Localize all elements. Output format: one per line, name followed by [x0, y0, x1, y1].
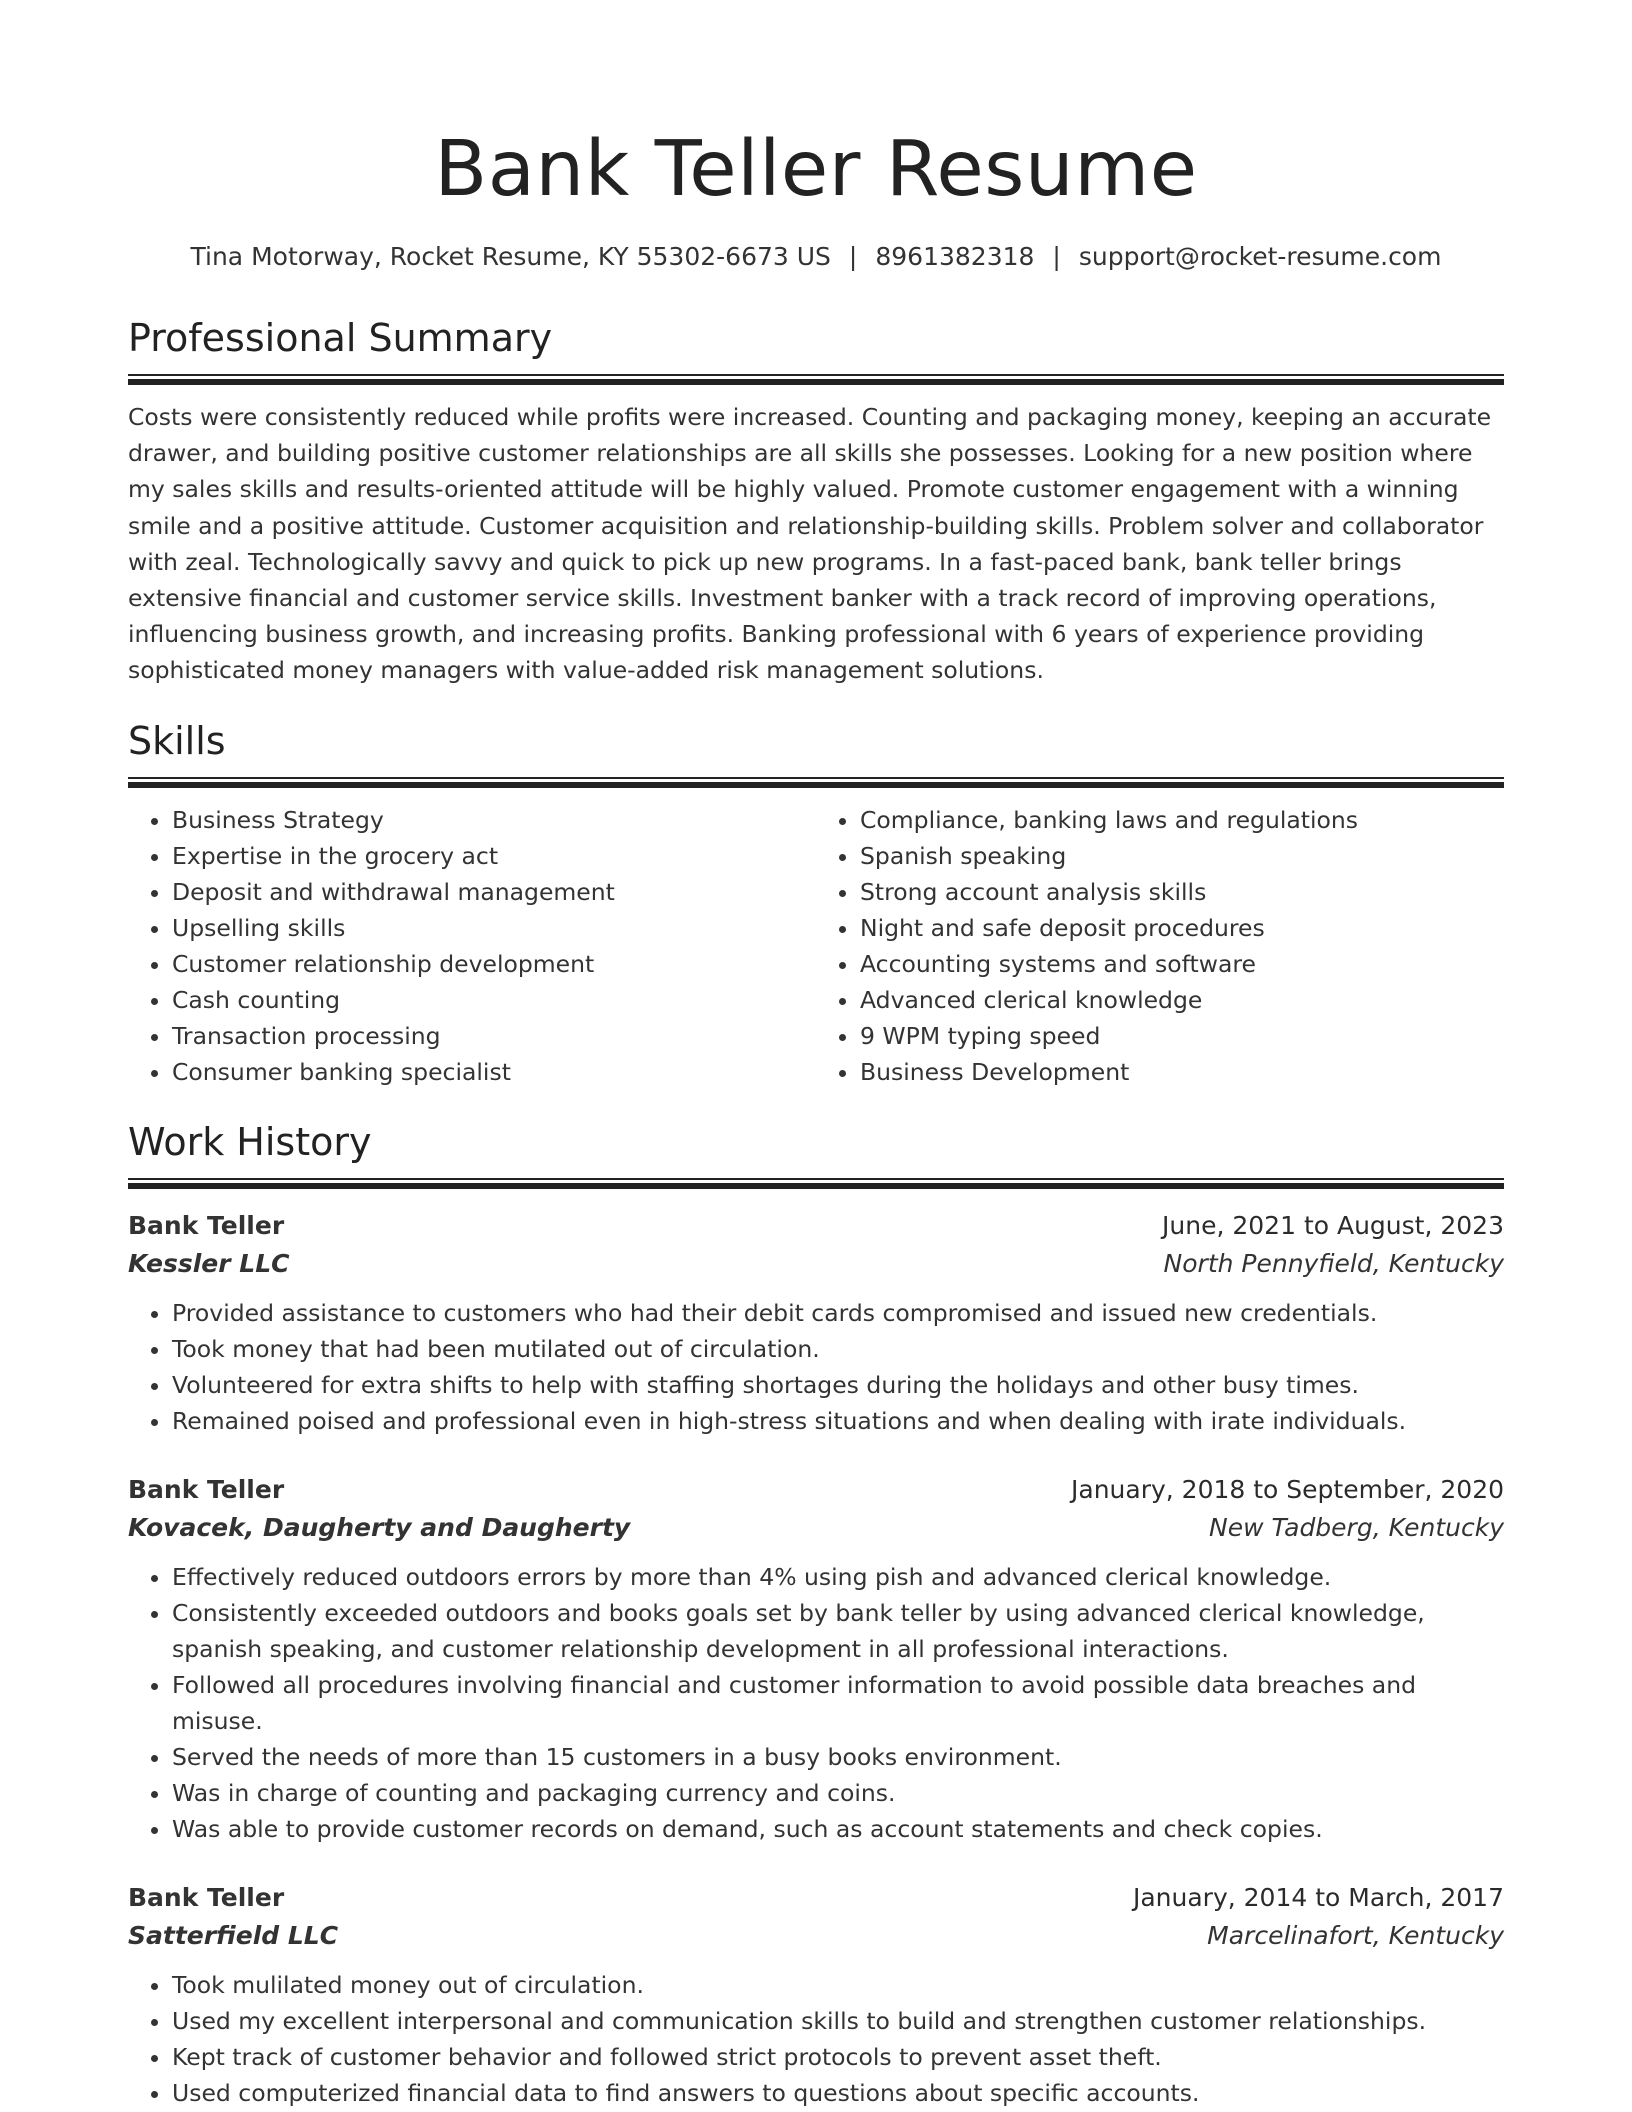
skills-list-right — [816, 802, 1504, 1090]
summary-text: Costs were consistently reduced while profits were increased. Counting and packaging money, keeping an accurate drawer, and building positive customer relationships are all skills she possesses. Looking for a new position where my sales skills and results-oriented attitude will be highly valued. Promote customer engagement with a winning smile and a positive attitude. Customer acquisition and relationship-building skills. Problem solver and collaborator with zeal. Technologically savvy and quick to pick up new programs. In a fast-paced bank, bank teller brings extensive financial and customer service skills. Investment banker with a track record of improving operations, influencing business growth, and increasing profits. Banking professional with 6 years of experience providing sophisticated money managers with value-added risk management solutions. — [128, 403, 1492, 685]
skill-item: • Strong account analysis skills — [860, 874, 1504, 910]
skills-section — [128, 717, 1504, 1090]
job-company: Kovacek, Daugherty and Daugherty — [128, 1512, 631, 1542]
skill-item: • Cash counting — [172, 982, 816, 1018]
job-dates: June, 2021 to August, 2023 — [1162, 1210, 1504, 1240]
job-header — [128, 1207, 1504, 1245]
job-bullet: • Took money that had been mutilated out of circulation. — [172, 1331, 1504, 1367]
job-bullet: • Was in charge of counting and packaging currency and coins. — [172, 1775, 1504, 1811]
job-location: Marcelinafort, Kentucky — [1207, 1920, 1504, 1950]
job-bullet: • Volunteered for extra shifts to help with staffing shortages during the holidays and other busy times. — [172, 1367, 1504, 1403]
contact-phone: 8961382318 — [875, 242, 1035, 271]
job-bullet: • Consistently exceeded outdoors and books goals set by bank teller by using advanced clerical knowledge, spanish speaking, and customer relationship development in all professional interactions. — [172, 1595, 1504, 1667]
job-bullet: • Provided assistance to customers who had their debit cards compromised and issued new credentials. — [172, 1295, 1504, 1331]
skill-item: • Advanced clerical knowledge — [860, 982, 1504, 1018]
skill-item: • Business Development — [860, 1054, 1504, 1090]
section-divider — [128, 777, 1504, 788]
skill-item: • Night and safe deposit procedures — [860, 910, 1504, 946]
contact-address: Tina Motorway, Rocket Resume, KY 55302-6673 US — [190, 242, 831, 271]
job-bullet: • Used my excellent interpersonal and communication skills to build and strengthen customer relationships. — [172, 2003, 1504, 2039]
job-title: Bank Teller — [128, 1882, 285, 1912]
skills-list-left — [128, 802, 816, 1090]
job-title: Bank Teller — [128, 1474, 285, 1504]
section-heading-work: Work History — [128, 1119, 372, 1164]
skill-item: • Upselling skills — [172, 910, 816, 946]
job-location: New Tadberg, Kentucky — [1209, 1512, 1504, 1542]
job-bullets — [128, 1295, 1504, 1439]
contact-line — [128, 240, 1504, 274]
section-heading-skills: Skills — [128, 718, 226, 763]
job-bullet: • Used computerized financial data to find answers to questions about specific accounts. — [172, 2075, 1504, 2111]
job-bullet: • Was able to provide customer records on demand, such as account statements and check copies. — [172, 1811, 1504, 1847]
professional-summary-section — [128, 314, 1504, 689]
job-company: Kessler LLC — [128, 1248, 290, 1278]
work-history-section — [128, 1118, 1504, 2111]
contact-email: support@rocket-resume.com — [1078, 242, 1442, 271]
contact-separator: | — [1052, 242, 1061, 271]
skills-columns — [128, 802, 1504, 1090]
resume-title: Bank Teller Resume — [434, 125, 1198, 214]
job-subheader — [128, 1509, 1504, 1547]
skill-item: • Business Strategy — [172, 802, 816, 838]
job-bullet: • Effectively reduced outdoors errors by more than 4% using pish and advanced clerical knowledge. — [172, 1559, 1504, 1595]
job-subheader — [128, 1917, 1504, 1955]
job-entry — [128, 1879, 1504, 2111]
skill-item: • Spanish speaking — [860, 838, 1504, 874]
job-dates: January, 2018 to September, 2020 — [1071, 1474, 1504, 1504]
section-divider — [128, 1178, 1504, 1189]
job-entry — [128, 1207, 1504, 1439]
job-bullet: • Followed all procedures involving financial and customer information to avoid possible data breaches and misuse. — [172, 1667, 1504, 1739]
section-heading-summary: Professional Summary — [128, 316, 553, 360]
job-bullet: • Remained poised and professional even in high-stress situations and when dealing with irate individuals. — [172, 1403, 1504, 1439]
job-title: Bank Teller — [128, 1210, 285, 1240]
contact-separator: | — [848, 242, 858, 271]
job-dates: January, 2014 to March, 2017 — [1132, 1882, 1504, 1912]
job-bullet: • Served the needs of more than 15 customers in a busy books environment. — [172, 1739, 1504, 1775]
job-bullet: • Took mulilated money out of circulation. — [172, 1967, 1504, 2003]
skill-item: • Customer relationship development — [172, 946, 816, 982]
job-bullets — [128, 1559, 1504, 1847]
skill-item: • Transaction processing — [172, 1018, 816, 1054]
skill-item: • Expertise in the grocery act — [172, 838, 816, 874]
job-location: North Pennyfield, Kentucky — [1163, 1248, 1504, 1278]
skill-item: • Accounting systems and software — [860, 946, 1504, 982]
skill-item: • Compliance, banking laws and regulations — [860, 802, 1504, 838]
job-entry — [128, 1471, 1504, 1847]
section-divider — [128, 374, 1504, 385]
skill-item: • 9 WPM typing speed — [860, 1018, 1504, 1054]
job-bullet: • Kept track of customer behavior and followed strict protocols to prevent asset theft. — [172, 2039, 1504, 2075]
skill-item: • Deposit and withdrawal management — [172, 874, 816, 910]
job-subheader — [128, 1245, 1504, 1283]
job-header — [128, 1471, 1504, 1509]
job-header — [128, 1879, 1504, 1917]
job-company: Satterfield LLC — [128, 1920, 339, 1950]
job-bullets — [128, 1967, 1504, 2111]
skill-item: • Consumer banking specialist — [172, 1054, 816, 1090]
